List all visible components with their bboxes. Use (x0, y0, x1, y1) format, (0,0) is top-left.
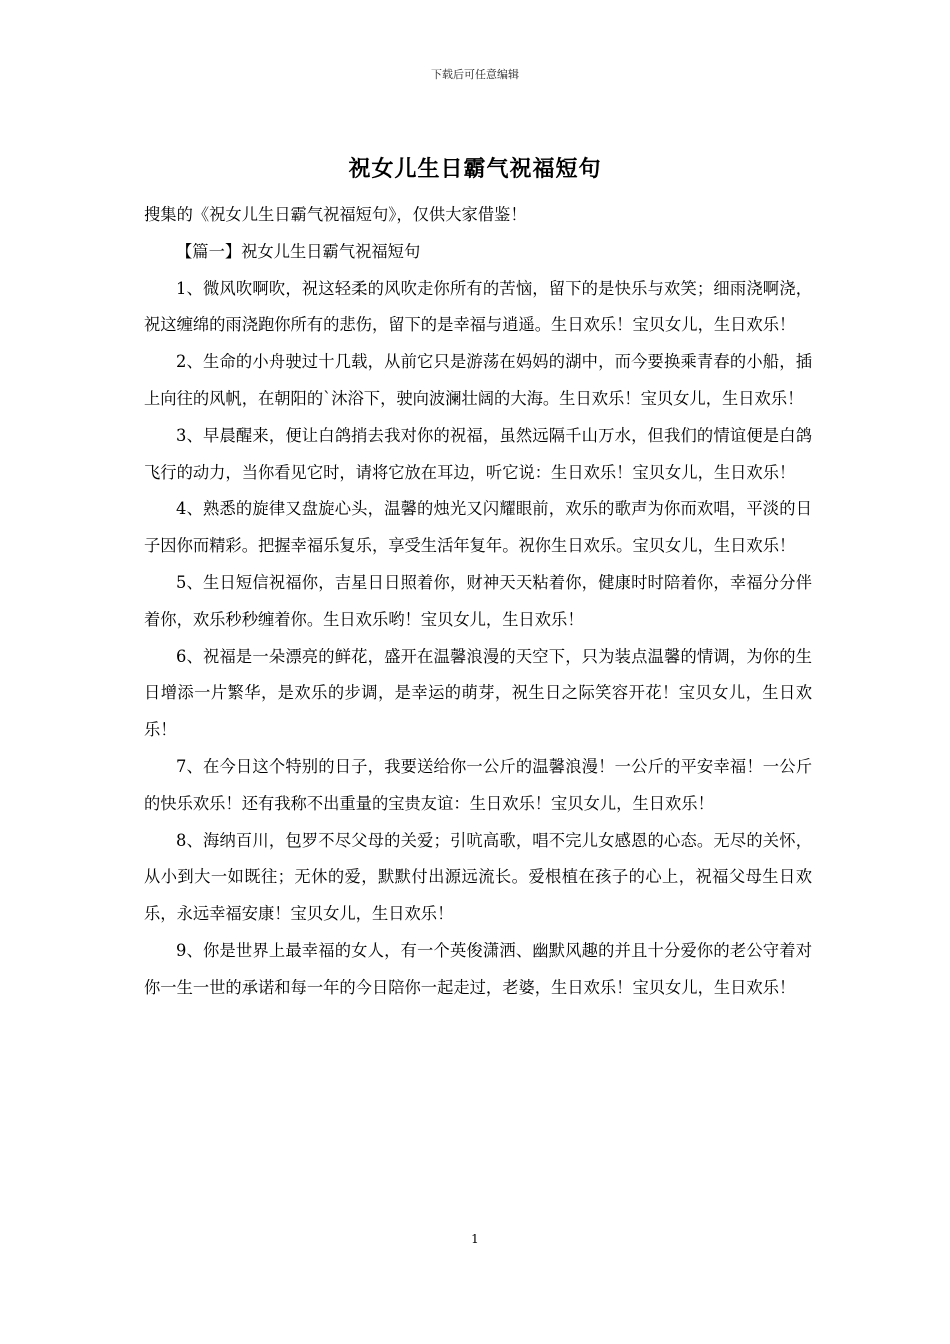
paragraph-3: 3、早晨醒来，便让白鸽捎去我对你的祝福，虽然远隔千山万水，但我们的情谊便是白鸽飞行的动力，当你看见它时，请将它放在耳边，听它说：生日欢乐！宝贝女儿，生日欢乐！ (144, 425, 812, 482)
section-heading: 【篇一】祝女儿生日霸气祝福短句 (176, 241, 421, 261)
paragraph-2: 2、生命的小舟驶过十几载，从前它只是游荡在妈妈的湖中，而今要换乘青春的小船，插上向往的风帆，在朝阳的`沐浴下，驶向波澜壮阔的大海。生日欢乐！宝贝女儿，生日欢乐！ (144, 352, 812, 408)
paragraph-1: 1、微风吹啊吹，祝这轻柔的风吹走你所有的苦恼，留下的是快乐与欢笑；细雨浇啊浇，祝这缠绵的雨浇跑你所有的悲伤，留下的是幸福与逍遥。生日欢乐！宝贝女儿，生日欢乐！ (144, 278, 812, 335)
paragraph-6: 6、祝福是一朵漂亮的鲜花，盛开在温馨浪漫的天空下，只为装点温馨的情调，为你的生日增添一片繁华，是欢乐的步调，是幸运的萌芽，祝生日之际笑容开花！宝贝女儿，生日欢乐！ (144, 646, 812, 740)
paragraph-8: 8、海纳百川，包罗不尽父母的关爱；引吭高歌，唱不完儿女感恩的心态。无尽的关怀，从小到大一如既往；无休的爱，默默付出源远流长。爱根植在孩子的心上，祝福父母生日欢乐，永远幸福安康！宝贝女儿，生日欢乐！ (144, 830, 812, 924)
page-number: 1 (471, 1232, 479, 1246)
document-body (144, 197, 812, 1007)
paragraph-7: 7、在今日这个特别的日子，我要送给你一公斤的温馨浪漫！一公斤的平安幸福！一公斤的快乐欢乐！还有我称不出重量的宝贵友谊：生日欢乐！宝贝女儿，生日欢乐！ (144, 756, 812, 813)
paragraph-4: 4、熟悉的旋律又盘旋心头，温馨的烛光又闪耀眼前，欢乐的歌声为你而欢唱，平淡的日子因你而精彩。把握幸福乐复乐，享受生活年复年。祝你生日欢乐。宝贝女儿，生日欢乐！ (144, 499, 812, 556)
header-note: 下载后可任意编辑 (431, 68, 519, 81)
intro-text: 搜集的《祝女儿生日霸气祝福短句》，仅供大家借鉴！ (144, 205, 527, 224)
paragraph-5: 5、生日短信祝福你，吉星日日照着你，财神天天粘着你，健康时时陪着你，幸福分分伴着你，欢乐秒秒缠着你。生日欢乐哟！宝贝女儿，生日欢乐！ (144, 572, 812, 629)
paragraph-9: 9、你是世界上最幸福的女人，有一个英俊潇洒、幽默风趣的并且十分爱你的老公守着对你一生一世的承诺和每一年的今日陪你一起走过，老婆，生日欢乐！宝贝女儿，生日欢乐！ (144, 940, 812, 997)
document-title: 祝女儿生日霸气祝福短句 (348, 156, 602, 182)
